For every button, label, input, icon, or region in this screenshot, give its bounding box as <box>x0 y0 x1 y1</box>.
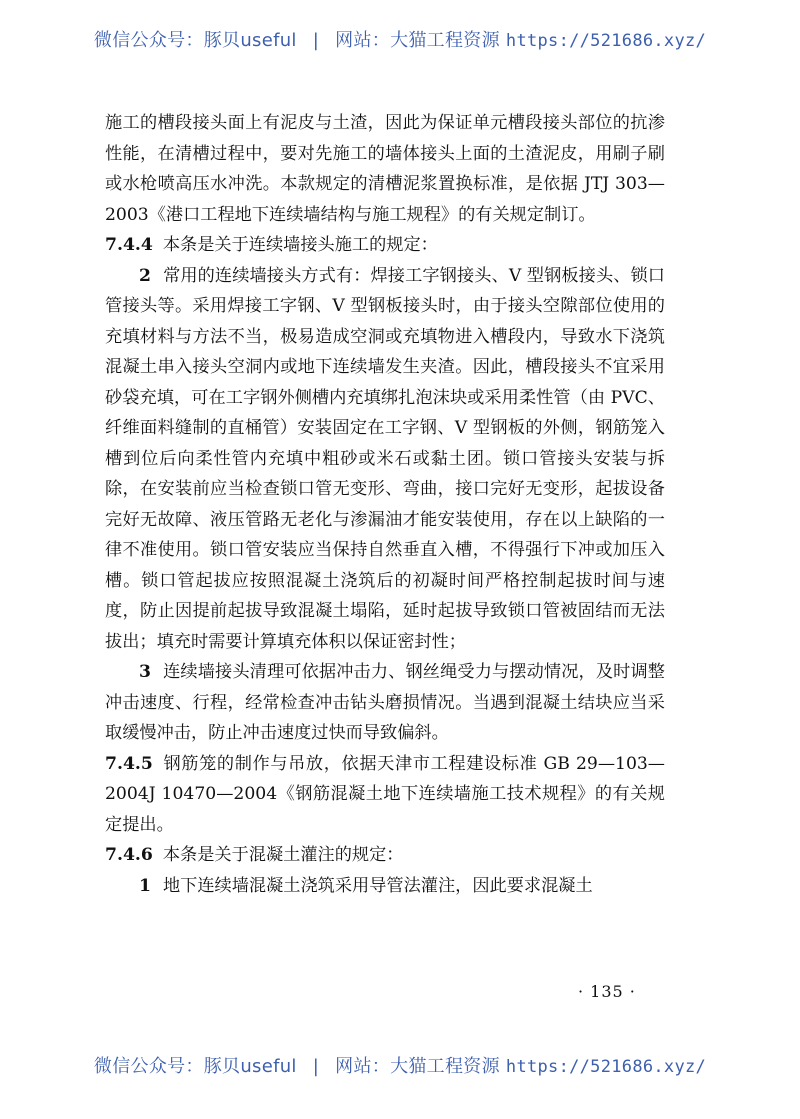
section-text: 本条是关于连续墙接头施工的规定： <box>162 235 438 255</box>
banner-separator: | <box>312 1056 320 1077</box>
top-watermark-banner <box>0 26 800 52</box>
section-number: 7.4.5 <box>105 753 153 774</box>
item-3 <box>105 657 665 749</box>
paragraph-cleaning: 施工的槽段接头面上有泥皮与土渣，因此为保证单元槽段接头部位的抗渗性能，在清槽过程中，要对先施工的墙体接头上面的土渣泥皮，用刷子刷或水枪喷高压水冲洗。本款规定的清槽泥浆置换标准，是依据 JTJ 303—2003《港口工程地下连续墙结构与施工规程》的有关规定制订。 <box>105 113 665 225</box>
item-1 <box>105 871 665 902</box>
item-text: 连续墙接头清理可依据冲击力、钢丝绳受力与摆动情况，及时调整冲击速度、行程，经常检查冲击钻头磨损情况。当遇到混凝土结块应当采取缓慢冲击，防止冲击速度过快而导致偏斜。 <box>105 662 665 743</box>
banner-url[interactable]: https://521686.xyz/ <box>505 1057 707 1077</box>
banner-site-label: 网站：大猫工程资源 <box>335 30 500 51</box>
section-7-4-5 <box>105 749 665 841</box>
document-body <box>105 108 665 901</box>
banner-separator: | <box>312 30 320 51</box>
item-number: 1 <box>139 875 151 896</box>
item-text: 常用的连续墙接头方式有：焊接工字钢接头、V 型钢板接头、锁口管接头等。采用焊接工字钢、V 型钢板接头时，由于接头空隙部位使用的充填材料与方法不当，极易造成空洞或充填物进入槽段内，导致水下浇筑混凝土串入接头空洞内或地下连续墙发生夹渣。因此，槽段接头不宜采用砂袋充填，可在工字钢外侧槽内充填绑扎泡沫块或采用柔性管（由 PVC、纤维面料缝制的直桶管）安装固定在工字钢、V 型钢板的外侧，钢筋笼入槽到位后向柔性管内充填中粗砂或米石或黏土团。锁口管接头安装与拆除，在安装前应当检查锁口管无变形、弯曲，接口完好无变形，起拔设备完好无故障、液压管路无老化与渗漏油才能安装使用，存在以上缺陷的一律不准使用。锁口管安装应当保持自然垂直入槽，不得强行下冲或加压入槽。锁口管起拔应按照混凝土浇筑后的初凝时间严格控制起拔时间与速度，防止因提前起拔导致混凝土塌陷，延时起拔导致锁口管被固结而无法拔出；填充时需要计算填充体积以保证密封性； <box>105 265 665 652</box>
bottom-watermark-banner <box>0 1052 800 1078</box>
item-number: 2 <box>139 265 151 286</box>
banner-site-label: 网站：大猫工程资源 <box>335 1056 500 1077</box>
section-7-4-6 <box>105 840 665 871</box>
banner-prefix: 微信公众号：豚贝useful <box>93 30 297 51</box>
section-number: 7.4.4 <box>105 235 153 255</box>
section-7-4-4 <box>105 230 665 261</box>
item-number: 3 <box>139 662 151 682</box>
section-number: 7.4.6 <box>105 845 153 865</box>
item-text: 地下连续墙混凝土浇筑采用导管法灌注，因此要求混凝土 <box>162 875 593 896</box>
banner-prefix: 微信公众号：豚贝useful <box>93 1056 297 1077</box>
section-text: 本条是关于混凝土灌注的规定： <box>162 845 404 865</box>
section-text: 钢筋笼的制作与吊放，依据天津市工程建设标准 GB 29—103—2004J 10470—2004《钢筋混凝土地下连续墙施工技术规程》的有关规定提出。 <box>105 753 665 835</box>
item-2 <box>105 261 665 658</box>
page-number: · 135 · <box>578 982 636 1001</box>
banner-url[interactable]: https://521686.xyz/ <box>505 31 707 51</box>
